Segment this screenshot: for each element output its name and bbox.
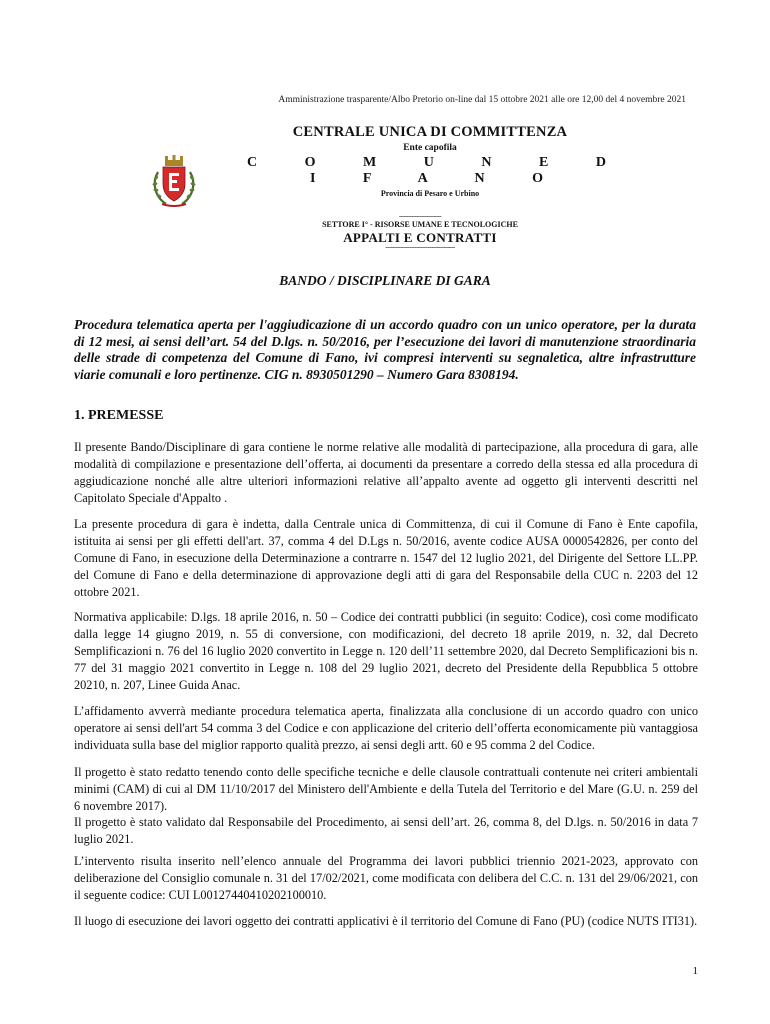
- paragraph: Il presente Bando/Disciplinare di gara contiene le norme relative alle modalità di partecipazione, alla procedura di gara, alle modalità di compilazione e presentazione dell’offerta, ai documenti da presentare a corredo della stessa ed alla procedura di aggiudicazione nonché alle altre ulteriori informazioni relative all’appalto avente ad oggetto gli interventi descritti nel Capitolato Speciale d'Appalto .: [74, 440, 698, 505]
- paragraph: L’intervento risulta inserito nell’elenco annuale del Programma dei lavori pubblici triennio 2021-2023, approvato con deliberazione del Consiglio comunale n. 31 del 17/02/2021, come modificata con delibera del C.C. n. 131 del 29/06/2021, con il seguente codice: CUI L00127440410202100010.: [74, 854, 698, 902]
- provincia-label: Provincia di Pesaro e Urbino: [380, 189, 480, 198]
- paragraph: Il luogo di esecuzione dei lavori oggetto dei contratti applicativi è il territorio del Comune di Fano (PU) (codice NUTS ITI31).: [74, 914, 698, 928]
- comune-title: C O M U N E D I F A N O: [247, 155, 613, 186]
- ente-capofila-label: Ente capofila: [403, 143, 457, 153]
- letterhead: [200, 124, 620, 251]
- publication-note: Amministrazione trasparente/Albo Pretorio on-line dal 15 ottobre 2021 alle ore 12,00 del 4 novembre 2021: [278, 95, 686, 105]
- paragraph: L’affidamento avverrà mediante procedura telematica aperta, finalizzata alla conclusione di un accordo quadro con unico operatore ai sensi dell'art 54 comma 3 del Codice e con applicazione del criterio dell’offerta economicamente più vantaggiosa individuata sulla base del miglior rapporto qualità prezzo, ai sensi degli artt. 60 e 95 comma 2 del Codice.: [74, 704, 698, 752]
- settore-label: SETTORE I° - RISORSE UMANE E TECNOLOGICHE: [322, 220, 518, 229]
- paragraph: La presente procedura di gara è indetta, dalla Centrale unica di Committenza, di cui il Comune di Fano è Ente capofila, istituita ai sensi per gli effetti dell'art. 37, comma 4 del D.Lgs n. 50/2016, avente codice AUSA 0000542826, per conto del Comune di Fano, in esecuzione della Determinazione a contrarre n. 1547 del 12 luglio 2021, del Dirigente del Settore LL.PP. del Comune di Fano e della determinazione di approvazione degli atti di gara del Responsabile della CUC n. 2203 del 12 ottobre 2021.: [74, 517, 698, 599]
- cuc-title: CENTRALE UNICA DI COMMITTENZA: [292, 124, 568, 140]
- appalti-title: APPALTI E CONTRATTI: [343, 230, 497, 245]
- divider-bottom: --------------------------------------: [385, 243, 455, 251]
- page-number: 1: [692, 965, 698, 977]
- municipal-crest-icon: [150, 152, 198, 210]
- document-title: BANDO / DISCIPLINARE DI GARA: [279, 273, 491, 288]
- section-heading-premesse: 1. PREMESSE: [74, 408, 164, 423]
- procedure-description: Procedura telematica aperta per l'aggiudicazione di un accordo quadro con un unico operatore, per la durata di 12 mesi, ai sensi dell’art. 54 del D.lgs. n. 50/2016, per l’esecuzione dei lavori di manutenzione straordinaria delle strade di competenza del Comune di Fano, ivi compresi interventi su segnaletica, altre infrastrutture viarie comunali e loro pertinenze. CIG n. 8930501290 – Numero Gara 8308194.: [74, 317, 696, 383]
- paragraph: Normativa applicabile: D.lgs. 18 aprile 2016, n. 50 – Codice dei contratti pubblici (in seguito: Codice), così come modificato dalla legge 14 giugno 2019, n. 55 di conversione, con modificazioni, del decreto 18 aprile 2019, n. 32, dal Decreto Semplificazioni n. 76 del 16 luglio 2020 convertito in Legge n. 120 dell’11 settembre 2020, dal Decreto Semplificazioni bis n. 77 del 31 maggio 2021 convertito in Legge n. 108 del 29 luglio 2021, decreto del Presidente della Repubblica 5 ottobre 20210, n. 207, Linee Guida Anac.: [74, 610, 698, 692]
- paragraph: Il progetto è stato redatto tenendo conto delle specifiche tecniche e delle clausole contrattuali contenute nei criteri ambientali minimi (CAM) di cui al DM 11/10/2017 del Ministero dell'Ambiente e della Tutela del Territorio e del Mare (G.U. n. 259 del 6 novembre 2017).: [74, 765, 698, 813]
- paragraph: Il progetto è stato validato dal Responsabile del Procedimento, ai sensi dell’art. 26, comma 8, del D.lgs. n. 50/2016 in data 7 luglio 2021.: [74, 815, 698, 846]
- divider-top: -----------------------: [398, 212, 442, 220]
